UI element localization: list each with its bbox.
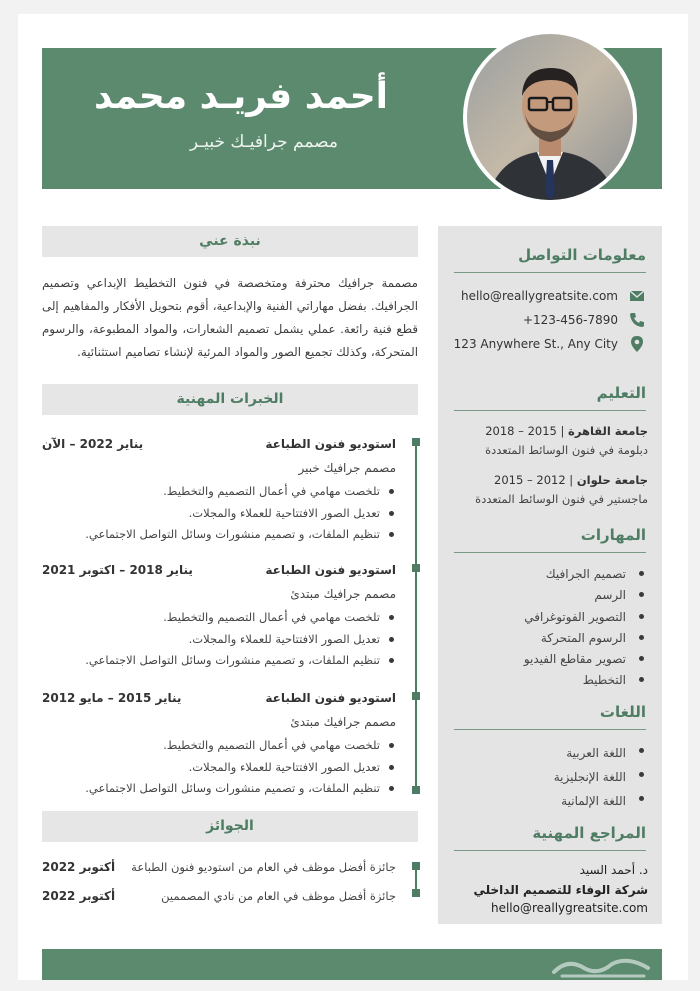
job-company: استوديو فنون الطباعة (265, 691, 396, 705)
timeline-marker (412, 786, 420, 794)
education-item-1: جامعة القاهرة | 2015 – 2018 (485, 424, 648, 438)
languages-heading: اللغات (599, 703, 646, 721)
contact-heading: معلومات التواصل (518, 246, 646, 264)
job-duty: تلخصت مهامي في أعمال التصميم والتخطيط. (42, 607, 396, 629)
divider (454, 410, 646, 411)
job-date: يناير 2022 – الآن (42, 437, 144, 451)
references-heading: المراجع المهنية (532, 824, 646, 842)
contact-address (448, 335, 648, 355)
language-item: اللغة الإلمانية (452, 789, 648, 813)
award-text: جائزة أفضل موظف في العام من نادي المصممين (161, 889, 396, 903)
job-duty: تعديل الصور الافتتاحية للعملاء والمجلات. (42, 757, 396, 779)
education-years: 2012 – 2015 (494, 473, 566, 487)
education-item-2: جامعة حلوان | 2012 – 2015 (494, 473, 648, 487)
job-role: مصمم جرافيك خبير (298, 461, 396, 475)
job-duties (42, 735, 396, 800)
job-duties (42, 607, 396, 672)
education-school: جامعة القاهرة (568, 424, 648, 438)
watermark-logo (548, 954, 658, 980)
divider (454, 552, 646, 553)
divider (454, 272, 646, 273)
about-paragraph: مصممة جرافيك محترفة ومتخصصة في فنون التخطيط الإبداعي وتصميم الجرافيك. بفضل مهاراتي الفنية والإبداعية، أقوم بتحويل الأفكار والمفاهيم إلى قطع فنية رائعة. عملي يشمل تصميم الشعارات، والمواد المطبوعة، والرسوم المتحركة، وكذلك تجميع الصور والمواد المرئية لإنشاء تصاميم استثنائية. (42, 276, 418, 359)
language-item: اللغة العربية (452, 741, 648, 765)
job-date: يناير 2015 – مايو 2012 (42, 691, 182, 705)
skill-item: التصوير الفوتوغرافي (452, 607, 648, 628)
skill-item: الرسم (452, 585, 648, 606)
job-date: يناير 2018 – اكتوبر 2021 (42, 563, 193, 577)
envelope-icon (628, 287, 648, 307)
full-name: أحمد فريـد محمد (93, 76, 388, 117)
job-duty: تنظيم الملفات، و تصميم منشورات وسائل التواصل الاجتماعي. (42, 778, 396, 800)
job-duties (42, 481, 396, 546)
education-degree: دبلومة في فنون الوسائط المتعددة (485, 443, 648, 457)
award-text: جائزة أفضل موظف في العام من استوديو فنون الطباعة (131, 860, 396, 874)
languages-list (452, 741, 648, 813)
job-role: مصمم جرافيك مبتدئ (290, 587, 396, 601)
phone-text[interactable]: +123-456-7890 (522, 313, 618, 327)
contact-email[interactable] (448, 287, 648, 307)
education-school: جامعة حلوان (576, 473, 648, 487)
profile-photo (463, 30, 637, 204)
education-heading: التعليم (596, 384, 646, 402)
sidebar-panel (438, 226, 662, 924)
about-heading: نبذة عني (42, 226, 418, 257)
skill-item: الرسوم المتحركة (452, 628, 648, 649)
timeline-marker (412, 564, 420, 572)
contact-phone[interactable] (448, 311, 648, 331)
reference-email[interactable]: hello@reallygreatsite.com (490, 901, 648, 915)
reference-company: شركة الوفاء للتصميم الداخلي (473, 883, 648, 897)
awards-heading: الجوائز (42, 811, 418, 842)
skills-list (452, 564, 648, 692)
timeline-marker (412, 889, 420, 897)
award-date: أكتوبر 2022 (42, 889, 116, 903)
timeline-line (415, 438, 417, 792)
location-pin-icon (628, 335, 648, 355)
job-duty: تنظيم الملفات، و تصميم منشورات وسائل التواصل الاجتماعي. (42, 524, 396, 546)
award-date: أكتوبر 2022 (42, 860, 116, 874)
job-company: استوديو فنون الطباعة (265, 437, 396, 451)
job-company: استوديو فنون الطباعة (265, 563, 396, 577)
job-role: مصمم جرافيك مبتدئ (290, 715, 396, 729)
skill-item: تصوير مقاطع الفيديو (452, 649, 648, 670)
divider (454, 729, 646, 730)
job-title: مصمم جرافيـك خبيـر (189, 132, 338, 152)
language-item: اللغة الإنجليزية (452, 765, 648, 789)
job-duty: تنظيم الملفات، و تصميم منشورات وسائل التواصل الاجتماعي. (42, 650, 396, 672)
timeline-marker (412, 692, 420, 700)
experience-heading: الخبرات المهنية (42, 384, 418, 415)
resume-page (18, 14, 688, 980)
job-duty: تعديل الصور الافتتاحية للعملاء والمجلات. (42, 629, 396, 651)
job-duty: تلخصت مهامي في أعمال التصميم والتخطيط. (42, 735, 396, 757)
portrait-image (467, 34, 633, 200)
education-degree: ماجستير في فنون الوسائط المتعددة (475, 492, 648, 506)
reference-name: د. أحمد السيد (579, 863, 648, 877)
job-duty: تعديل الصور الافتتاحية للعملاء والمجلات. (42, 503, 396, 525)
skill-item: التخطيط (452, 670, 648, 691)
job-duty: تلخصت مهامي في أعمال التصميم والتخطيط. (42, 481, 396, 503)
phone-icon (628, 311, 648, 331)
timeline-marker (412, 438, 420, 446)
education-years: 2015 – 2018 (485, 424, 557, 438)
email-text[interactable]: hello@reallygreatsite.com (460, 289, 618, 303)
address-text: 123 Anywhere St., Any City (453, 337, 618, 351)
skill-item: تصميم الجرافيك (452, 564, 648, 585)
timeline-marker (412, 862, 420, 870)
skills-heading: المهارات (580, 526, 646, 544)
divider (454, 850, 646, 851)
